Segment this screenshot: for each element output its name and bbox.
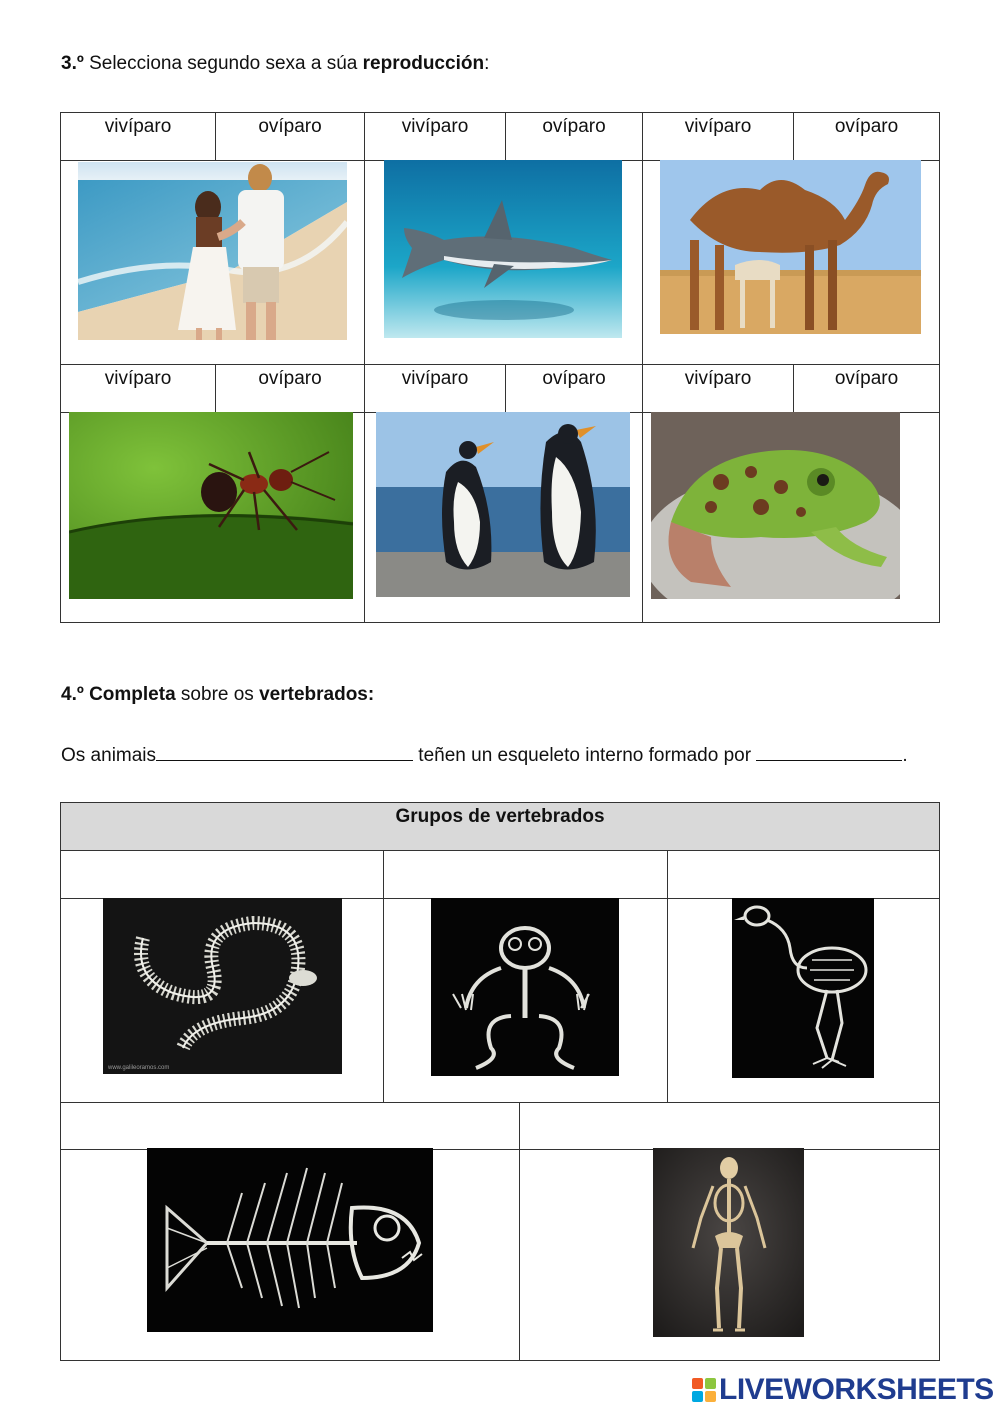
human-skeleton-image — [653, 1148, 804, 1337]
section4-bold2: vertebrados: — [259, 684, 375, 705]
blank-vertebrados[interactable] — [156, 742, 413, 761]
answer-cell-2[interactable] — [384, 851, 668, 899]
answer-input-5[interactable] — [520, 1103, 943, 1151]
logo-text: LIVEWORKSHEETS — [719, 1373, 994, 1406]
watermark-text: www.galileoramos.com — [108, 1065, 170, 1071]
table-header: Grupos de vertebrados — [61, 803, 940, 851]
answer-input-2[interactable] — [384, 851, 671, 900]
liveworksheets-logo[interactable] — [692, 1374, 994, 1406]
option-viviparo-4[interactable]: vivíparo — [61, 365, 216, 413]
shark-image — [384, 160, 622, 338]
section3-bold-word: reproducción — [362, 53, 485, 74]
option-oviparo-6[interactable]: ovíparo — [794, 365, 940, 413]
ant-image — [69, 412, 353, 599]
section4-title — [61, 684, 374, 706]
fish-skeleton-image — [147, 1148, 433, 1332]
answer-input-1[interactable] — [61, 851, 387, 900]
logo-square-1 — [692, 1378, 703, 1389]
section4-normal1: sobre os — [175, 684, 260, 705]
section4-bold1: Completa — [83, 684, 176, 705]
bird-skeleton-image — [732, 898, 874, 1078]
option-viviparo-5[interactable]: vivíparo — [365, 365, 506, 413]
sentence-end: . — [902, 745, 908, 766]
logo-square-3 — [692, 1391, 703, 1402]
sentence-start: Os animais — [61, 745, 157, 766]
section3-text: Selecciona segundo sexa a súa — [83, 53, 363, 74]
section3-colon: : — [484, 53, 490, 74]
option-oviparo-1[interactable]: ovíparo — [216, 113, 365, 161]
option-viviparo-6[interactable]: vivíparo — [643, 365, 794, 413]
option-oviparo-5[interactable]: ovíparo — [506, 365, 643, 413]
couple-on-beach-image — [78, 162, 347, 340]
option-oviparo-2[interactable]: ovíparo — [506, 113, 643, 161]
logo-square-2 — [705, 1378, 716, 1389]
snake-skeleton-image — [103, 898, 342, 1074]
section3-number: 3.º — [61, 53, 84, 74]
sentence-middle: teñen un esqueleto interno formado por — [413, 745, 757, 766]
penguins-image — [376, 412, 630, 597]
answer-input-3[interactable] — [668, 851, 943, 900]
camel-image — [660, 160, 921, 334]
logo-squares-icon — [692, 1378, 716, 1402]
section3-title — [61, 53, 489, 75]
answer-cell-1[interactable] — [61, 851, 384, 899]
blank-huesos[interactable] — [756, 742, 902, 761]
frog-skeleton-image — [431, 898, 619, 1076]
answer-input-4[interactable] — [61, 1103, 523, 1151]
option-oviparo-4[interactable]: ovíparo — [216, 365, 365, 413]
frog-image — [651, 412, 900, 599]
answer-cell-5[interactable] — [520, 1103, 940, 1150]
fill-sentence — [61, 742, 908, 767]
option-oviparo-3[interactable]: ovíparo — [794, 113, 940, 161]
logo-square-4 — [705, 1391, 716, 1402]
option-viviparo-3[interactable]: vivíparo — [643, 113, 794, 161]
option-viviparo-2[interactable]: vivíparo — [365, 113, 506, 161]
option-viviparo-1[interactable]: vivíparo — [61, 113, 216, 161]
section4-number: 4.º — [61, 684, 84, 705]
answer-cell-4[interactable] — [61, 1103, 520, 1150]
answer-cell-3[interactable] — [668, 851, 940, 899]
